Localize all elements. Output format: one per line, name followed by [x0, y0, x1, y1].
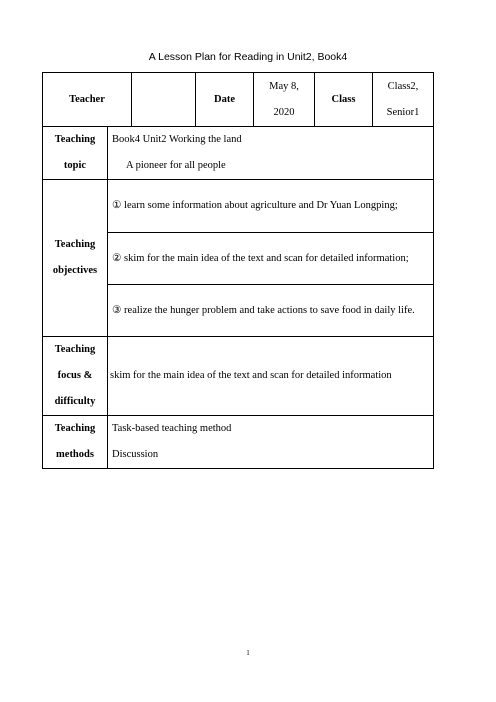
objectives-row-1 [43, 180, 434, 233]
date-value-line2: 2020 [273, 106, 295, 118]
header-row [43, 73, 434, 127]
objectives-label-line1: Teaching [54, 239, 96, 250]
class-value-line1: Class2, [387, 80, 419, 92]
methods-row [43, 416, 434, 469]
methods-value-line1: Task-based teaching method [112, 423, 232, 434]
focus-value: skim for the main idea of the text and scan for detailed information [108, 337, 434, 416]
objective-item: ② skim for the main idea of the text and scan for detailed information; [108, 233, 434, 285]
objectives-label [43, 180, 108, 337]
class-label: Class [315, 73, 373, 127]
class-value-line2: Senior1 [386, 106, 420, 118]
lesson-plan-table [42, 72, 434, 469]
date-value [254, 73, 315, 127]
teacher-value [132, 73, 196, 127]
topic-value-line1: Book4 Unit2 Working the land [112, 134, 242, 145]
topic-label-line2: topic [63, 160, 87, 171]
methods-value-line2: Discussion [112, 449, 159, 460]
objective-item: ③ realize the hunger problem and take actions to save food in daily life. [108, 285, 434, 337]
methods-label [43, 416, 108, 469]
methods-label-line2: methods [56, 449, 94, 460]
topic-value [108, 127, 434, 180]
focus-row [43, 337, 434, 416]
objectives-label-line2: objectives [52, 265, 98, 276]
methods-label-line1: Teaching [54, 423, 96, 434]
focus-label-line1: Teaching [54, 344, 96, 355]
focus-label [43, 337, 108, 416]
methods-value [108, 416, 434, 469]
date-label: Date [196, 73, 254, 127]
page-title: A Lesson Plan for Reading in Unit2, Book4 [148, 51, 348, 63]
objective-item: ① learn some information about agriculture and Dr Yuan Longping; [108, 180, 434, 233]
teacher-label: Teacher [43, 73, 132, 127]
topic-row [43, 127, 434, 180]
page-number: 1 [246, 649, 250, 657]
topic-value-line2: A pioneer for all people [126, 160, 226, 171]
class-value [373, 73, 434, 127]
focus-label-line3: difficulty [54, 396, 96, 407]
topic-label-line1: Teaching [54, 134, 96, 145]
focus-label-line2: focus & [57, 370, 93, 381]
topic-label [43, 127, 108, 180]
date-value-line1: May 8, [269, 80, 299, 92]
